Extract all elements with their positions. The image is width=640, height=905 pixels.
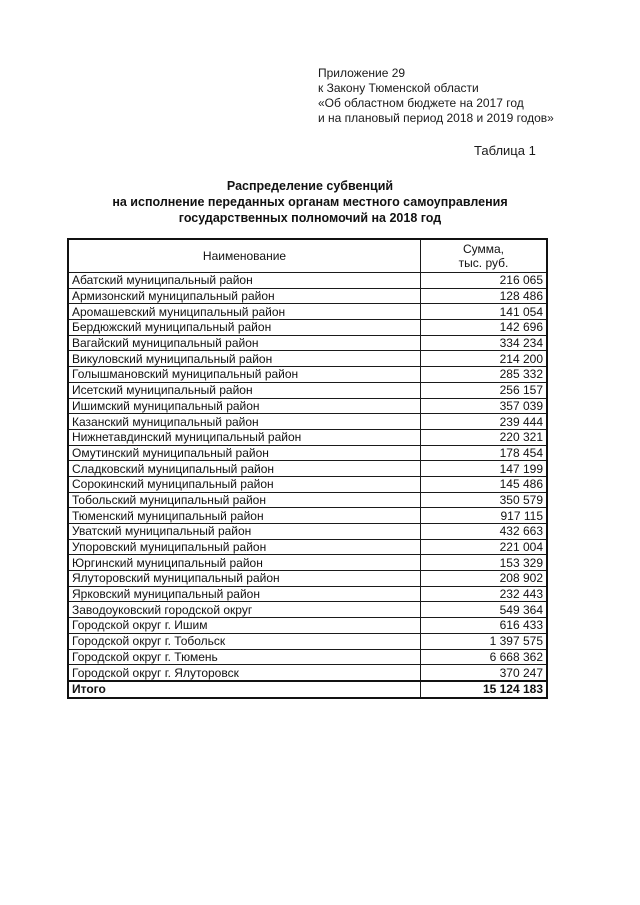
row-name: Городской округ г. Ялуторовск: [68, 665, 421, 681]
table-row: [68, 571, 547, 587]
row-name: Нижнетавдинский муниципальный район: [68, 429, 421, 445]
row-name: Армизонский муниципальный район: [68, 288, 421, 304]
row-name: Ялуторовский муниципальный район: [68, 571, 421, 587]
table-header-row: [68, 239, 547, 273]
row-value: 232 443: [421, 586, 548, 602]
row-value: 1 397 575: [421, 633, 548, 649]
table-number-label: Таблица 1: [474, 143, 536, 158]
column-header-sum-line1: Сумма,: [462, 242, 505, 256]
row-name: Юргинский муниципальный район: [68, 555, 421, 571]
table-row: [68, 273, 547, 289]
table-row: [68, 508, 547, 524]
table-row: [68, 586, 547, 602]
table-row: [68, 335, 547, 351]
row-name: Заводоуковский городской округ: [68, 602, 421, 618]
row-value: 357 039: [421, 398, 548, 414]
row-value: 350 579: [421, 492, 548, 508]
table-row: [68, 665, 547, 681]
table-row: [68, 304, 547, 320]
table-row: [68, 524, 547, 540]
row-name: Исетский муниципальный район: [68, 382, 421, 398]
row-name: Упоровский муниципальный район: [68, 539, 421, 555]
row-name: Тюменский муниципальный район: [68, 508, 421, 524]
row-name: Сладковский муниципальный район: [68, 461, 421, 477]
row-value: 616 433: [421, 618, 548, 634]
table-row: [68, 539, 547, 555]
appendix-line: «Об областном бюджете на 2017 год: [318, 96, 524, 110]
table-row: [68, 476, 547, 492]
appendix-line: Приложение 29: [318, 66, 406, 80]
table-row: [68, 382, 547, 398]
column-header-sum: [421, 239, 548, 273]
row-value: 432 663: [421, 524, 548, 540]
document-title: [60, 178, 560, 226]
row-name: Городской округ г. Тобольск: [68, 633, 421, 649]
table-row: [68, 367, 547, 383]
row-value: 917 115: [421, 508, 548, 524]
table-body: [68, 273, 547, 681]
row-name: Ишимский муниципальный район: [68, 398, 421, 414]
row-name: Аромашевский муниципальный район: [68, 304, 421, 320]
appendix-line: к Закону Тюменской области: [318, 81, 479, 95]
row-value: 153 329: [421, 555, 548, 571]
row-value: 142 696: [421, 320, 548, 336]
row-value: 214 200: [421, 351, 548, 367]
table-row: [68, 414, 547, 430]
appendix-header: [318, 66, 554, 126]
table-row: [68, 649, 547, 665]
appendix-line: и на плановый период 2018 и 2019 годов»: [318, 111, 554, 125]
table-row: [68, 288, 547, 304]
row-value: 208 902: [421, 571, 548, 587]
row-value: 145 486: [421, 476, 548, 492]
row-value: 256 157: [421, 382, 548, 398]
row-value: 128 486: [421, 288, 548, 304]
row-name: Городской округ г. Ишим: [68, 618, 421, 634]
table-row: [68, 633, 547, 649]
table-row: [68, 461, 547, 477]
title-line: государственных полномочий на 2018 год: [178, 211, 442, 225]
row-value: 285 332: [421, 367, 548, 383]
row-name: Омутинский муниципальный район: [68, 445, 421, 461]
row-name: Сорокинский муниципальный район: [68, 476, 421, 492]
row-value: 334 234: [421, 335, 548, 351]
table-row: [68, 351, 547, 367]
subvention-table: [67, 238, 548, 699]
total-row: [68, 681, 547, 698]
table-row: [68, 429, 547, 445]
table-row: [68, 492, 547, 508]
total-label: Итого: [68, 681, 421, 698]
row-name: Голышмановский муниципальный район: [68, 367, 421, 383]
row-name: Бердюжский муниципальный район: [68, 320, 421, 336]
row-value: 370 247: [421, 665, 548, 681]
table-row: [68, 320, 547, 336]
row-name: Тобольский муниципальный район: [68, 492, 421, 508]
title-line: на исполнение переданных органам местного самоуправления: [112, 195, 508, 209]
column-header-sum-line2: тыс. руб.: [458, 256, 509, 270]
table-row: [68, 445, 547, 461]
row-name: Викуловский муниципальный район: [68, 351, 421, 367]
row-value: 220 321: [421, 429, 548, 445]
row-value: 147 199: [421, 461, 548, 477]
row-value: 178 454: [421, 445, 548, 461]
row-name: Городской округ г. Тюмень: [68, 649, 421, 665]
table-row: [68, 602, 547, 618]
row-name: Казанский муниципальный район: [68, 414, 421, 430]
column-header-name: Наименование: [68, 239, 421, 273]
row-value: 141 054: [421, 304, 548, 320]
row-name: Ярковский муниципальный район: [68, 586, 421, 602]
table-row: [68, 555, 547, 571]
row-value: 6 668 362: [421, 649, 548, 665]
row-name: Уватский муниципальный район: [68, 524, 421, 540]
row-value: 549 364: [421, 602, 548, 618]
total-value: 15 124 183: [421, 681, 548, 698]
row-value: 239 444: [421, 414, 548, 430]
row-value: 221 004: [421, 539, 548, 555]
title-line: Распределение субвенций: [226, 179, 394, 193]
row-value: 216 065: [421, 273, 548, 289]
row-name: Абатский муниципальный район: [68, 273, 421, 289]
table-row: [68, 398, 547, 414]
table-row: [68, 618, 547, 634]
row-name: Вагайский муниципальный район: [68, 335, 421, 351]
